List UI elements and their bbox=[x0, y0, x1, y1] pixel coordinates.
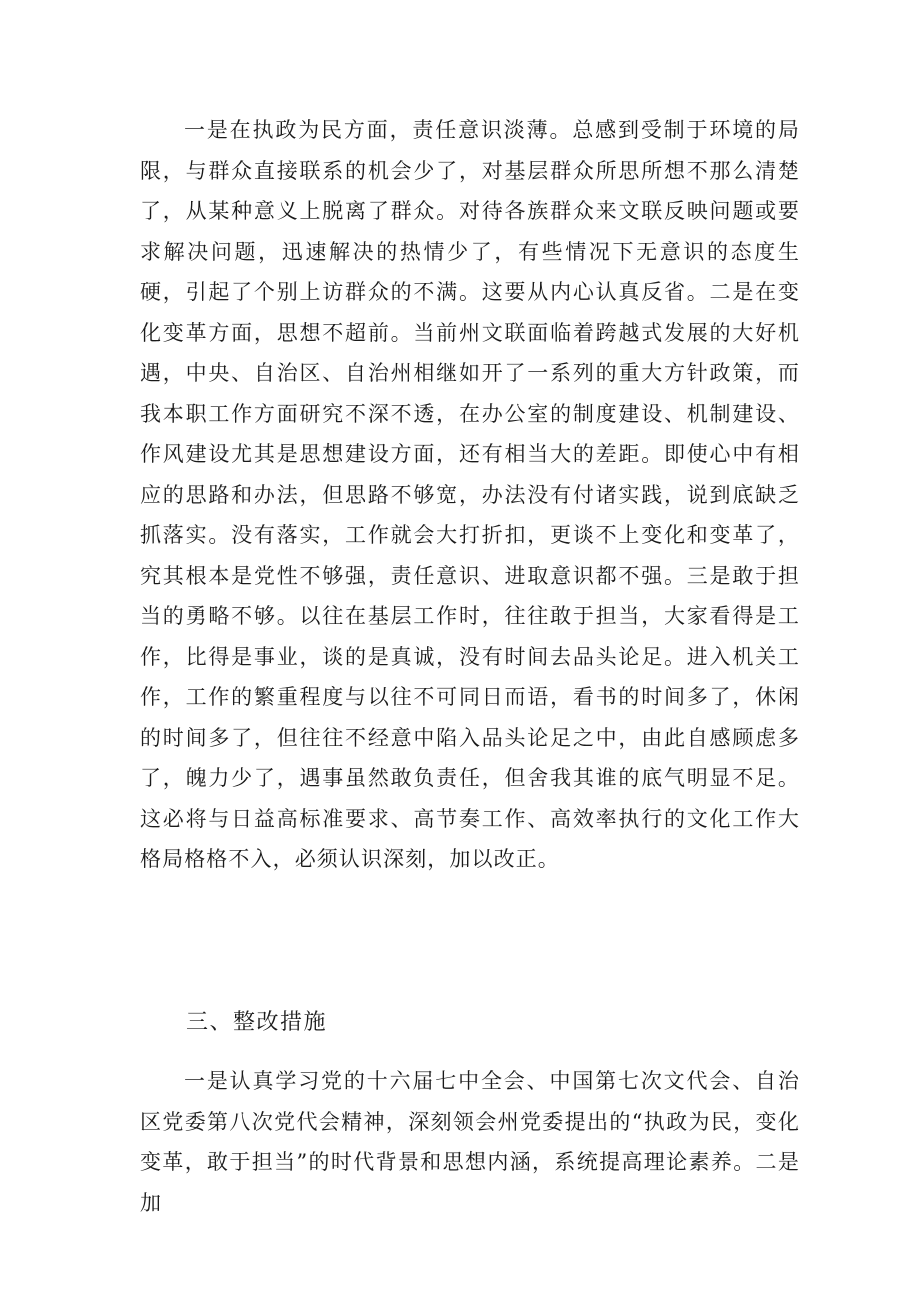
body-paragraph-self-examination: 一是在执政为民方面，责任意识淡薄。总感到受制于环境的局限，与群众直接联系的机会少了，对基层群众所思所想不那么清楚了，从某种意义上脱离了群众。对待各族群众来文联反映问题或要求解决问题，迅速解决的热情少了，有些情况下无意识的态度生硬，引起了个别上访群众的不满。这要从内心认真反省。二是在变化变革方面，思想不超前。当前州文联面临着跨越式发展的大好机遇，中央、自治区、自治州相继如开了一系列的重大方针政策，而我本职工作方面研究不深不透，在办公室的制度建设、机制建设、作风建设尤其是思想建设方面，还有相当大的差距。即使心中有相应的思路和办法，但思路不够宽，办法没有付诸实践，说到底缺乏抓落实。没有落实，工作就会大打折扣，更谈不上变化和变革了，究其根本是党性不够强，责任意识、进取意识都不强。三是敢于担当的勇略不够。以往在基层工作时，往往敢于担当，大家看得是工作，比得是事业，谈的是真诚，没有时间去品头论足。进入机关工作，工作的繁重程度与以往不可同日而语，看书的时间多了，休闲的时间多了，但往往不经意中陷入品头论足之中，由此自感顾虑多了，魄力少了，遇事虽然敢负责任，但舍我其谁的底气明显不足。这必将与日益高标准要求、高节奏工作、高效率执行的文化工作大格局格格不入，必须认识深刻，加以改正。 bbox=[140, 118, 800, 871]
section-heading-rectification-measures: 三、整改措施 bbox=[186, 1010, 328, 1035]
body-paragraph-measures: 一是认真学习党的十六届七中全会、中国第七次文代会、自治区党委第八次党代会精神，深刻领会州党委提出的“执政为民，变化变革，敢于担当”的时代背景和思想内涵，系统提高理论素养。二是加 bbox=[140, 1069, 800, 1215]
